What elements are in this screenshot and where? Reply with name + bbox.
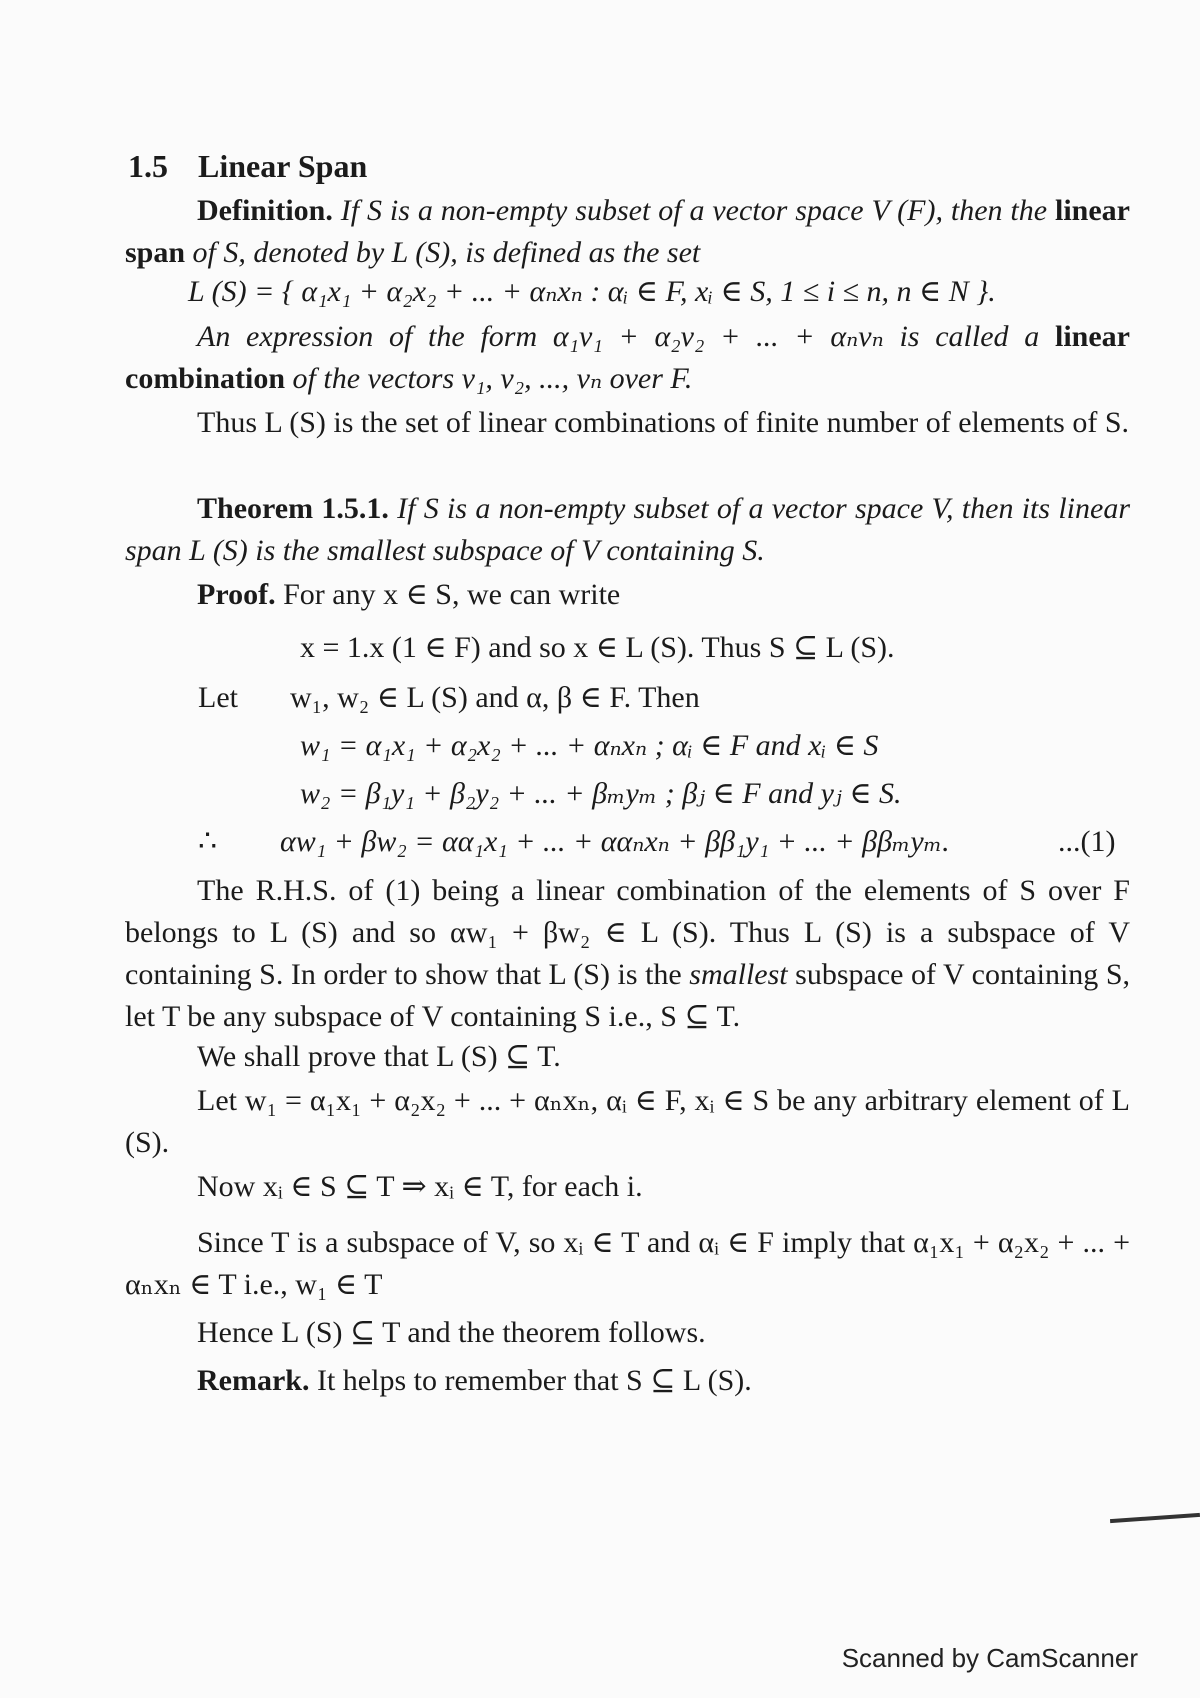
remark-paragraph	[125, 1360, 1130, 1402]
now-statement: Now xᵢ ∈ S ⊆ T ⇒ xᵢ ∈ T, for each i.	[197, 1170, 643, 1203]
theorem-paragraph	[125, 488, 1130, 572]
since-paragraph: Since T is a subspace of V, so xᵢ ∈ T and αᵢ ∈ F imply that α₁x₁ + α₂x₂ + ... + αₙxₙ ∈ T i.e., w₁ ∈ T	[125, 1226, 1130, 1301]
definition-text-1: If S is a non-empty subset of a vector space V (F), then the	[340, 194, 1048, 227]
equation-x-in-ls: x = 1.x (1 ∈ F) and so x ∈ L (S). Thus S ⊆ L (S).	[300, 631, 895, 664]
theorem-text: If S is a non-empty subset of a vector space V, then its linear span L (S) is the smallest subspace of V containing S.	[125, 492, 1131, 567]
prove-statement: We shall prove that L (S) ⊆ T.	[197, 1040, 561, 1073]
let-statement: w₁, w₂ ∈ L (S) and α, β ∈ F. Then	[290, 681, 700, 714]
remark-text: It helps to remember that S ⊆ L (S).	[316, 1364, 752, 1397]
proof-first-line	[125, 574, 1130, 616]
section-number: 1.5	[128, 148, 168, 184]
definition-paragraph	[125, 190, 1130, 274]
equation-combination: αw₁ + βw₂ = αα₁x₁ + ... + ααₙxₙ + ββ₁y₁ + ... + ββₘyₘ.	[280, 825, 950, 858]
theorem-label: Theorem 1.5.1.	[197, 492, 389, 525]
scan-edge-line	[1110, 1513, 1200, 1523]
definition-bold-term: linear span	[125, 194, 1131, 269]
rhs-text: The R.H.S. of (1) being a linear combination of the elements of S over F belongs to L (S) and so αw₁ + βw₂ ∈ L (S). Thus L (S) is a subspace of V containing S. In order to show that L (S) is the	[125, 874, 1130, 991]
therefore-symbol: ∴	[198, 825, 218, 858]
definition-text-2: of S, denoted by L (S), is defined as the set	[192, 236, 701, 269]
rhs-paragraph	[125, 870, 1130, 1038]
smallest-word: smallest	[689, 958, 788, 991]
rhs-text-2: subspace of V containing S, let T be any subspace of V containing S i.e., S ⊆ T.	[125, 958, 1131, 1033]
thus-paragraph: Thus L (S) is the set of linear combinations of finite number of elements of S.	[197, 406, 1130, 439]
remark-label: Remark.	[197, 1364, 310, 1397]
expression-text: An expression of the form α₁v₁ + α₂v₂ + ... + αₙvₙ is called a	[197, 320, 1040, 353]
arbitrary-element-paragraph: Let w₁ = α₁x₁ + α₂x₂ + ... + αₙxₙ, αᵢ ∈ F, xᵢ ∈ S be any arbitrary element of L (S).	[125, 1084, 1130, 1159]
scanner-watermark: Scanned by CamScanner	[841, 1643, 1138, 1673]
expression-bold-term: linear combination	[125, 320, 1131, 395]
section-title: Linear Span	[198, 148, 368, 184]
set-formula: L (S) = { α₁x₁ + α₂x₂ + ... + αₙxₙ : αᵢ ∈ F, xᵢ ∈ S, 1 ≤ i ≤ n, n ∈ N }.	[188, 275, 996, 308]
let-word: Let	[198, 681, 238, 714]
hence-statement: Hence L (S) ⊆ T and the theorem follows.	[197, 1316, 706, 1349]
proof-line-1: For any x ∈ S, we can write	[283, 578, 621, 611]
equation-label: ...(1)	[1058, 825, 1116, 858]
expression-end: of the vectors v₁, v₂, ..., vₙ over F.	[292, 362, 693, 395]
equation-w1: w₁ = α₁x₁ + α₂x₂ + ... + αₙxₙ ; αᵢ ∈ F and xᵢ ∈ S	[300, 729, 879, 762]
expression-paragraph	[125, 316, 1130, 400]
definition-label: Definition.	[197, 194, 333, 227]
equation-w2: w₂ = β₁y₁ + β₂y₂ + ... + βₘyₘ ; βⱼ ∈ F and yⱼ ∈ S.	[300, 777, 902, 810]
proof-label: Proof.	[197, 578, 276, 611]
section-heading	[128, 145, 367, 187]
